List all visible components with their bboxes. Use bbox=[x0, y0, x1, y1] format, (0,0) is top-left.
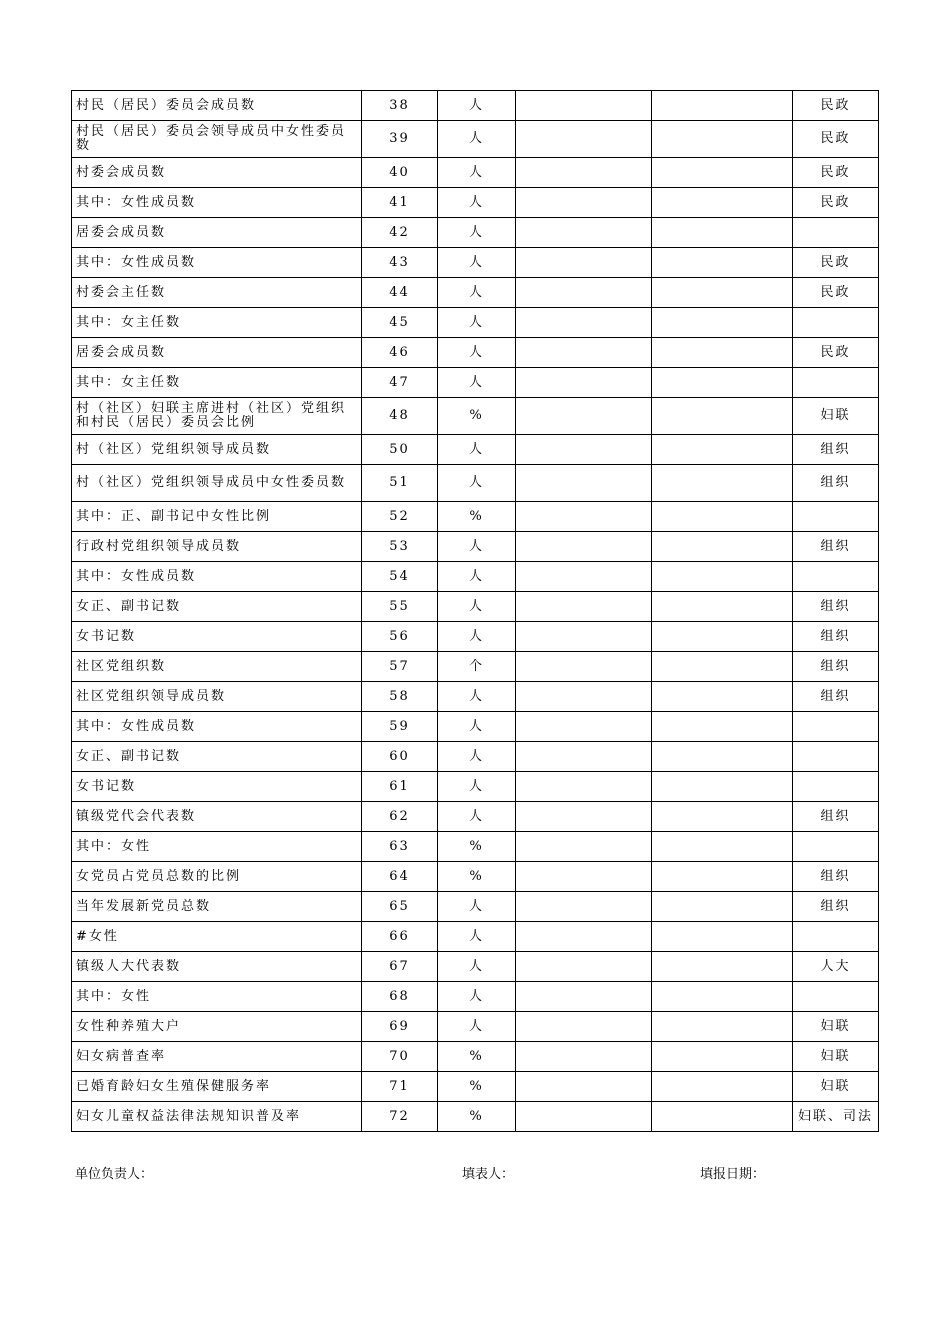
value-cell bbox=[516, 682, 652, 712]
unit-cell: % bbox=[438, 502, 516, 532]
unit-cell: 人 bbox=[438, 368, 516, 398]
row-code: 44 bbox=[362, 278, 438, 308]
table-row bbox=[72, 652, 879, 682]
row-code: 57 bbox=[362, 652, 438, 682]
footer-date: 填报日期： bbox=[700, 1167, 766, 1182]
unit-cell: 人 bbox=[438, 712, 516, 742]
value-cell-2 bbox=[652, 368, 793, 398]
table-body bbox=[72, 91, 879, 1132]
department-cell: 组织 bbox=[793, 435, 879, 465]
department-cell: 妇联、司法 bbox=[793, 1102, 879, 1132]
row-code: 60 bbox=[362, 742, 438, 772]
unit-cell: 人 bbox=[438, 218, 516, 248]
statistics-table bbox=[71, 90, 879, 1132]
indicator-name: 妇女病普查率 bbox=[72, 1042, 362, 1072]
department-cell bbox=[793, 218, 879, 248]
department-cell: 组织 bbox=[793, 802, 879, 832]
row-code: 53 bbox=[362, 532, 438, 562]
row-code: 58 bbox=[362, 682, 438, 712]
indicator-name: 女书记数 bbox=[72, 622, 362, 652]
indicator-name: 行政村党组织领导成员数 bbox=[72, 532, 362, 562]
value-cell-2 bbox=[652, 398, 793, 435]
unit-cell: 人 bbox=[438, 278, 516, 308]
unit-cell: 人 bbox=[438, 158, 516, 188]
row-code: 40 bbox=[362, 158, 438, 188]
row-code: 55 bbox=[362, 592, 438, 622]
table-row bbox=[72, 248, 879, 278]
value-cell-2 bbox=[652, 218, 793, 248]
unit-cell: 人 bbox=[438, 682, 516, 712]
table-row bbox=[72, 1042, 879, 1072]
indicator-name: 其中：女主任数 bbox=[72, 368, 362, 398]
value-cell bbox=[516, 368, 652, 398]
department-cell bbox=[793, 922, 879, 952]
row-code: 56 bbox=[362, 622, 438, 652]
value-cell bbox=[516, 1072, 652, 1102]
unit-cell: % bbox=[438, 1042, 516, 1072]
unit-cell: 人 bbox=[438, 922, 516, 952]
indicator-name: 其中：女性 bbox=[72, 832, 362, 862]
indicator-name: 女性种养殖大户 bbox=[72, 1012, 362, 1042]
value-cell-2 bbox=[652, 892, 793, 922]
indicator-name: 村（社区）党组织领导成员数 bbox=[72, 435, 362, 465]
table-row bbox=[72, 892, 879, 922]
row-code: 42 bbox=[362, 218, 438, 248]
footer-filler: 填表人： bbox=[462, 1167, 515, 1182]
row-code: 59 bbox=[362, 712, 438, 742]
department-cell: 民政 bbox=[793, 121, 879, 158]
department-cell bbox=[793, 502, 879, 532]
value-cell-2 bbox=[652, 772, 793, 802]
unit-cell: 人 bbox=[438, 562, 516, 592]
department-cell: 民政 bbox=[793, 338, 879, 368]
row-code: 65 bbox=[362, 892, 438, 922]
department-cell: 组织 bbox=[793, 652, 879, 682]
unit-cell: 人 bbox=[438, 532, 516, 562]
unit-cell: 人 bbox=[438, 248, 516, 278]
department-cell: 妇联 bbox=[793, 1072, 879, 1102]
unit-cell: 人 bbox=[438, 188, 516, 218]
table-row bbox=[72, 1072, 879, 1102]
value-cell-2 bbox=[652, 502, 793, 532]
value-cell-2 bbox=[652, 465, 793, 502]
unit-cell: 人 bbox=[438, 91, 516, 121]
value-cell-2 bbox=[652, 1042, 793, 1072]
department-cell: 妇联 bbox=[793, 1012, 879, 1042]
unit-cell: % bbox=[438, 832, 516, 862]
department-cell: 人大 bbox=[793, 952, 879, 982]
unit-cell: 人 bbox=[438, 802, 516, 832]
value-cell-2 bbox=[652, 802, 793, 832]
department-cell bbox=[793, 562, 879, 592]
table-row bbox=[72, 465, 879, 502]
table-row bbox=[72, 121, 879, 158]
department-cell bbox=[793, 712, 879, 742]
table-row bbox=[72, 278, 879, 308]
value-cell-2 bbox=[652, 158, 793, 188]
unit-cell: 人 bbox=[438, 592, 516, 622]
value-cell bbox=[516, 562, 652, 592]
table-row bbox=[72, 338, 879, 368]
value-cell-2 bbox=[652, 862, 793, 892]
row-code: 54 bbox=[362, 562, 438, 592]
department-cell: 民政 bbox=[793, 248, 879, 278]
value-cell-2 bbox=[652, 121, 793, 158]
row-code: 43 bbox=[362, 248, 438, 278]
table-row bbox=[72, 502, 879, 532]
value-cell-2 bbox=[652, 952, 793, 982]
value-cell bbox=[516, 308, 652, 338]
department-cell bbox=[793, 772, 879, 802]
row-code: 46 bbox=[362, 338, 438, 368]
value-cell-2 bbox=[652, 712, 793, 742]
value-cell-2 bbox=[652, 188, 793, 218]
table-row bbox=[72, 435, 879, 465]
row-code: 52 bbox=[362, 502, 438, 532]
unit-cell: % bbox=[438, 1072, 516, 1102]
table-row bbox=[72, 158, 879, 188]
value-cell-2 bbox=[652, 832, 793, 862]
unit-cell: 人 bbox=[438, 1012, 516, 1042]
unit-cell: 人 bbox=[438, 772, 516, 802]
row-code: 50 bbox=[362, 435, 438, 465]
table-row bbox=[72, 398, 879, 435]
department-cell: 妇联 bbox=[793, 398, 879, 435]
value-cell bbox=[516, 1042, 652, 1072]
value-cell-2 bbox=[652, 682, 793, 712]
value-cell bbox=[516, 922, 652, 952]
value-cell-2 bbox=[652, 562, 793, 592]
value-cell bbox=[516, 742, 652, 772]
indicator-name: 其中：女性成员数 bbox=[72, 712, 362, 742]
value-cell bbox=[516, 712, 652, 742]
row-code: 66 bbox=[362, 922, 438, 952]
value-cell-2 bbox=[652, 338, 793, 368]
indicator-name: #女性 bbox=[72, 922, 362, 952]
value-cell bbox=[516, 592, 652, 622]
unit-cell: % bbox=[438, 862, 516, 892]
department-cell bbox=[793, 742, 879, 772]
table-row bbox=[72, 682, 879, 712]
row-code: 64 bbox=[362, 862, 438, 892]
department-cell: 组织 bbox=[793, 682, 879, 712]
indicator-name: 女党员占党员总数的比例 bbox=[72, 862, 362, 892]
department-cell: 民政 bbox=[793, 158, 879, 188]
indicator-name: 村（社区）党组织领导成员中女性委员数 bbox=[72, 465, 362, 502]
table-row bbox=[72, 862, 879, 892]
row-code: 68 bbox=[362, 982, 438, 1012]
value-cell-2 bbox=[652, 1102, 793, 1132]
value-cell bbox=[516, 772, 652, 802]
indicator-name: 其中：女主任数 bbox=[72, 308, 362, 338]
value-cell-2 bbox=[652, 982, 793, 1012]
table-row bbox=[72, 218, 879, 248]
indicator-name: 其中：女性成员数 bbox=[72, 248, 362, 278]
table-row bbox=[72, 188, 879, 218]
row-code: 41 bbox=[362, 188, 438, 218]
unit-cell: % bbox=[438, 398, 516, 435]
table-row bbox=[72, 1102, 879, 1132]
unit-cell: 人 bbox=[438, 982, 516, 1012]
row-code: 67 bbox=[362, 952, 438, 982]
row-code: 61 bbox=[362, 772, 438, 802]
value-cell-2 bbox=[652, 622, 793, 652]
department-cell: 组织 bbox=[793, 622, 879, 652]
indicator-name: 其中：女性 bbox=[72, 982, 362, 1012]
indicator-name: 村民（居民）委员会领导成员中女性委员数 bbox=[72, 121, 362, 158]
row-code: 62 bbox=[362, 802, 438, 832]
table-row bbox=[72, 532, 879, 562]
table-row bbox=[72, 622, 879, 652]
row-code: 38 bbox=[362, 91, 438, 121]
value-cell bbox=[516, 1102, 652, 1132]
indicator-name: 村民（居民）委员会成员数 bbox=[72, 91, 362, 121]
footer-responsible: 单位负责人： bbox=[75, 1167, 154, 1182]
department-cell bbox=[793, 368, 879, 398]
department-cell: 组织 bbox=[793, 532, 879, 562]
value-cell bbox=[516, 398, 652, 435]
row-code: 39 bbox=[362, 121, 438, 158]
table-row bbox=[72, 1012, 879, 1042]
value-cell-2 bbox=[652, 278, 793, 308]
table-row bbox=[72, 802, 879, 832]
unit-cell: 人 bbox=[438, 308, 516, 338]
table-row bbox=[72, 832, 879, 862]
department-cell: 民政 bbox=[793, 278, 879, 308]
unit-cell: % bbox=[438, 1102, 516, 1132]
indicator-name: 女书记数 bbox=[72, 772, 362, 802]
indicator-name: 其中：女性成员数 bbox=[72, 562, 362, 592]
value-cell bbox=[516, 652, 652, 682]
department-cell bbox=[793, 832, 879, 862]
value-cell-2 bbox=[652, 91, 793, 121]
department-cell: 民政 bbox=[793, 91, 879, 121]
unit-cell: 人 bbox=[438, 742, 516, 772]
indicator-name: 村委会成员数 bbox=[72, 158, 362, 188]
value-cell bbox=[516, 502, 652, 532]
row-code: 48 bbox=[362, 398, 438, 435]
unit-cell: 人 bbox=[438, 435, 516, 465]
value-cell-2 bbox=[652, 922, 793, 952]
unit-cell: 人 bbox=[438, 952, 516, 982]
value-cell bbox=[516, 622, 652, 652]
indicator-name: 已婚育龄妇女生殖保健服务率 bbox=[72, 1072, 362, 1102]
value-cell bbox=[516, 218, 652, 248]
value-cell bbox=[516, 121, 652, 158]
value-cell-2 bbox=[652, 435, 793, 465]
row-code: 69 bbox=[362, 1012, 438, 1042]
department-cell: 妇联 bbox=[793, 1042, 879, 1072]
value-cell bbox=[516, 982, 652, 1012]
indicator-name: 其中：正、副书记中女性比例 bbox=[72, 502, 362, 532]
table-row bbox=[72, 91, 879, 121]
indicator-name: 村（社区）妇联主席进村（社区）党组织和村民（居民）委员会比例 bbox=[72, 398, 362, 435]
table-row bbox=[72, 712, 879, 742]
value-cell bbox=[516, 158, 652, 188]
value-cell bbox=[516, 465, 652, 502]
value-cell-2 bbox=[652, 1072, 793, 1102]
unit-cell: 个 bbox=[438, 652, 516, 682]
indicator-name: 当年发展新党员总数 bbox=[72, 892, 362, 922]
department-cell: 组织 bbox=[793, 592, 879, 622]
value-cell-2 bbox=[652, 652, 793, 682]
indicator-name: 居委会成员数 bbox=[72, 218, 362, 248]
row-code: 51 bbox=[362, 465, 438, 502]
table-row bbox=[72, 308, 879, 338]
value-cell bbox=[516, 338, 652, 368]
indicator-name: 居委会成员数 bbox=[72, 338, 362, 368]
value-cell-2 bbox=[652, 248, 793, 278]
value-cell bbox=[516, 862, 652, 892]
table-row bbox=[72, 592, 879, 622]
department-cell: 组织 bbox=[793, 465, 879, 502]
table-row bbox=[72, 368, 879, 398]
value-cell bbox=[516, 435, 652, 465]
value-cell bbox=[516, 248, 652, 278]
indicator-name: 镇级党代会代表数 bbox=[72, 802, 362, 832]
table-row bbox=[72, 952, 879, 982]
department-cell bbox=[793, 982, 879, 1012]
department-cell bbox=[793, 308, 879, 338]
row-code: 72 bbox=[362, 1102, 438, 1132]
indicator-name: 社区党组织领导成员数 bbox=[72, 682, 362, 712]
value-cell bbox=[516, 278, 652, 308]
indicator-name: 女正、副书记数 bbox=[72, 742, 362, 772]
row-code: 70 bbox=[362, 1042, 438, 1072]
value-cell-2 bbox=[652, 742, 793, 772]
table-row bbox=[72, 742, 879, 772]
value-cell bbox=[516, 832, 652, 862]
department-cell: 民政 bbox=[793, 188, 879, 218]
indicator-name: 妇女儿童权益法律法规知识普及率 bbox=[72, 1102, 362, 1132]
value-cell-2 bbox=[652, 1012, 793, 1042]
value-cell bbox=[516, 892, 652, 922]
value-cell-2 bbox=[652, 532, 793, 562]
value-cell bbox=[516, 532, 652, 562]
unit-cell: 人 bbox=[438, 622, 516, 652]
indicator-name: 女正、副书记数 bbox=[72, 592, 362, 622]
value-cell bbox=[516, 802, 652, 832]
indicator-name: 其中：女性成员数 bbox=[72, 188, 362, 218]
unit-cell: 人 bbox=[438, 121, 516, 158]
table-row bbox=[72, 772, 879, 802]
value-cell bbox=[516, 91, 652, 121]
value-cell-2 bbox=[652, 308, 793, 338]
indicator-name: 社区党组织数 bbox=[72, 652, 362, 682]
row-code: 47 bbox=[362, 368, 438, 398]
value-cell bbox=[516, 952, 652, 982]
table-row bbox=[72, 982, 879, 1012]
unit-cell: 人 bbox=[438, 338, 516, 368]
value-cell bbox=[516, 1012, 652, 1042]
indicator-name: 镇级人大代表数 bbox=[72, 952, 362, 982]
unit-cell: 人 bbox=[438, 465, 516, 502]
row-code: 45 bbox=[362, 308, 438, 338]
value-cell bbox=[516, 188, 652, 218]
row-code: 71 bbox=[362, 1072, 438, 1102]
indicator-name: 村委会主任数 bbox=[72, 278, 362, 308]
value-cell-2 bbox=[652, 592, 793, 622]
table-row bbox=[72, 922, 879, 952]
row-code: 63 bbox=[362, 832, 438, 862]
department-cell: 组织 bbox=[793, 892, 879, 922]
department-cell: 组织 bbox=[793, 862, 879, 892]
table-row bbox=[72, 562, 879, 592]
unit-cell: 人 bbox=[438, 892, 516, 922]
